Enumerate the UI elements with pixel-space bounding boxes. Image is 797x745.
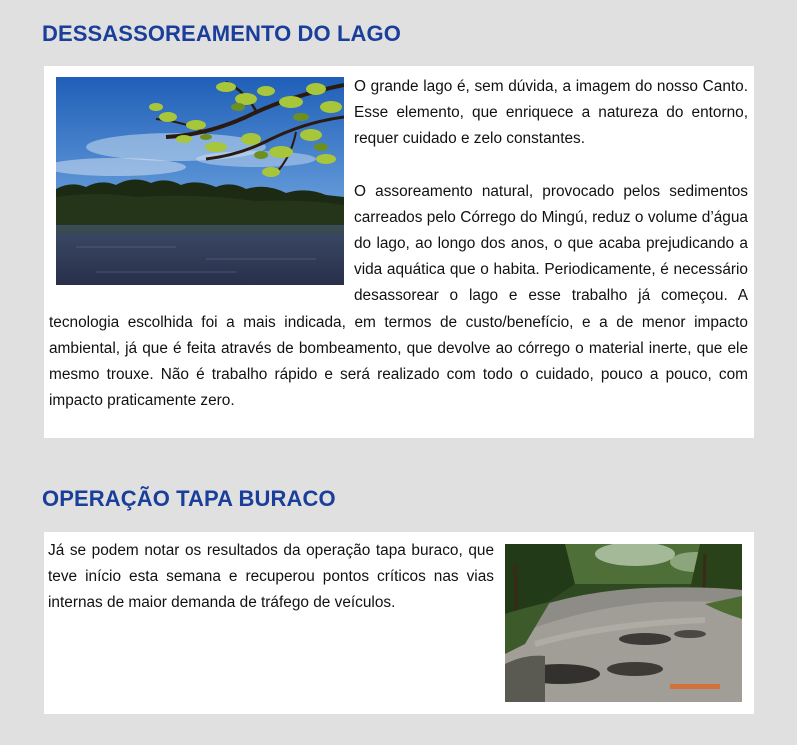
article-body-lago <box>49 74 748 414</box>
article-body-buraco <box>48 538 494 617</box>
article-card-buraco <box>44 532 754 714</box>
paragraph-buraco-1: Já se podem notar os resultados da operação tapa buraco, que teve início esta semana e recuperou pontos críticos nas vias internas de maior demanda de tráfego de veículos. <box>48 542 494 612</box>
paragraph-lago-1: O grande lago é, sem dúvida, a imagem do nosso Canto. Esse elemento, que enriquece a natureza do entorno, requer cuidado e zelo constantes. <box>354 78 748 148</box>
paragraph-lago-2: O assoreamento natural, provocado pelos sedimentos carreados pelo Córrego do Mingú, reduz o volume d’água do lago, ao longo dos anos, o que acaba prejudicando a vida aquática que o habita. Periodicamente, é necessário desassorear o lago e esse trabalho já começou. A tecnologia escolhida foi a mais indicada, em termos de custo/benefício, e a de menor impacto ambiental, já que é feita através de bombeamento, que devolve ao córrego o material inerte, que ele mesmo trouxe. Não é trabalho rápido e será realizado com todo o cuidado, pouco a pouco, com impacto praticamente zero. <box>49 182 748 410</box>
road-photo <box>505 544 742 702</box>
lake-photo <box>56 77 344 285</box>
article-card-lago <box>44 66 754 438</box>
section-title-tapa-buraco: OPERAÇÃO TAPA BURACO <box>42 486 336 511</box>
section-title-desassoreamento: DESSASSOREAMENTO DO LAGO <box>42 21 401 46</box>
